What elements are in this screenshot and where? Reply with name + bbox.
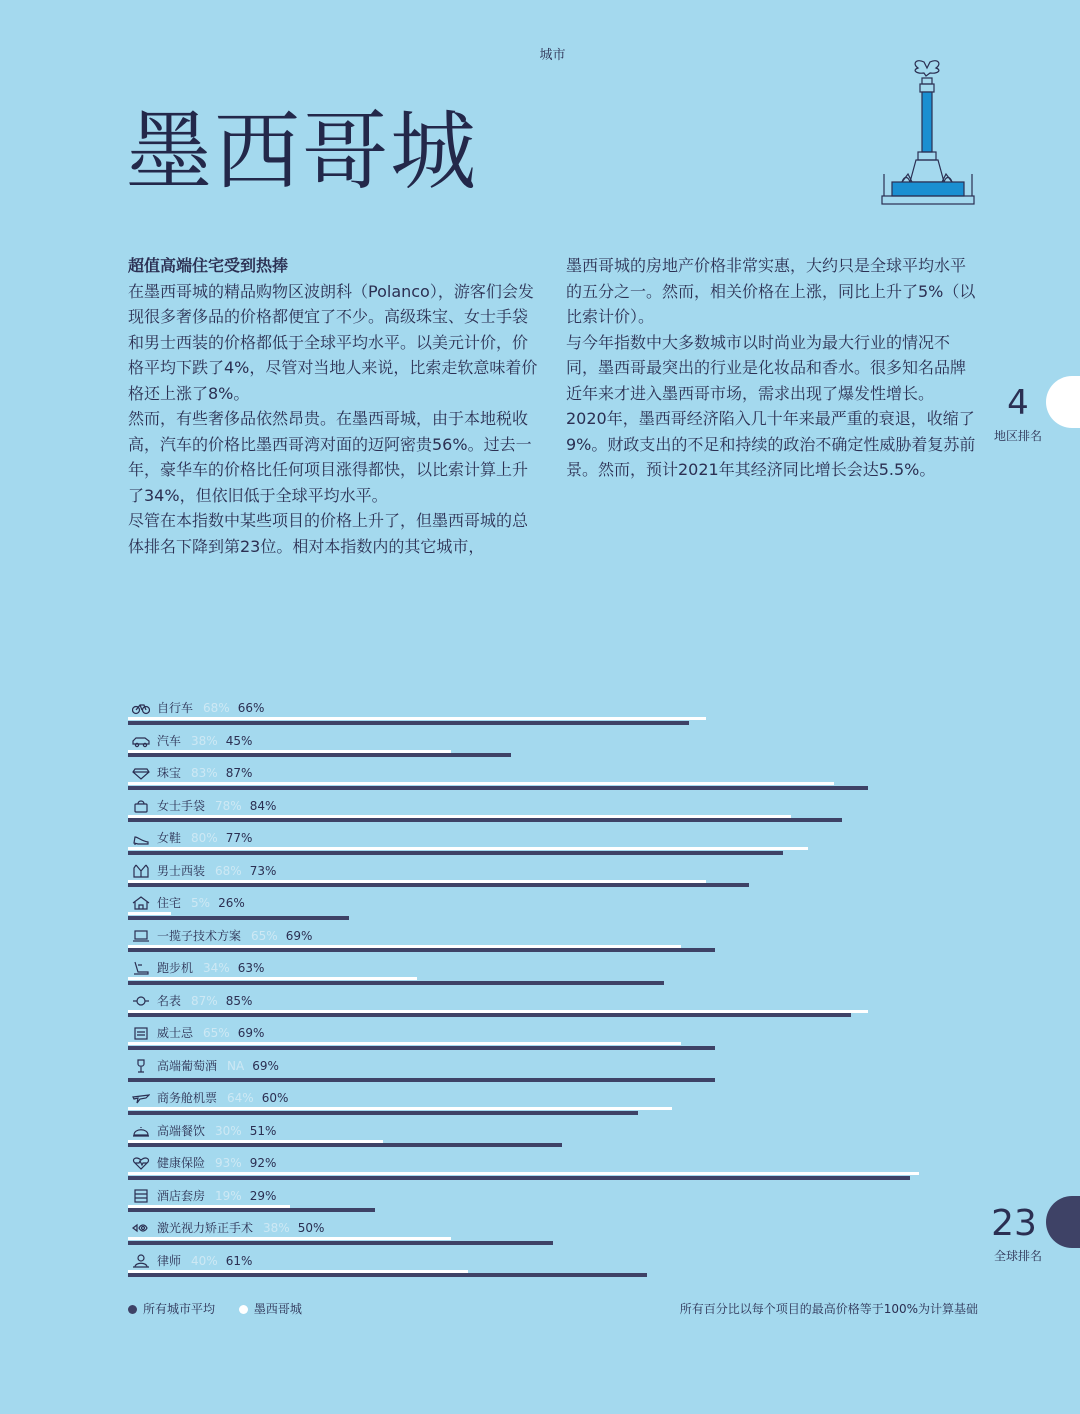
average-bar bbox=[128, 1013, 851, 1017]
average-bar bbox=[128, 851, 783, 855]
category-name: 高端葡萄酒 bbox=[157, 1058, 218, 1073]
average-value-label: 51% bbox=[249, 1123, 277, 1138]
chart-category-label bbox=[157, 1024, 264, 1041]
chart-row bbox=[128, 925, 988, 958]
handbag-icon bbox=[132, 799, 150, 813]
chart-row bbox=[128, 1055, 988, 1088]
hotel-bed-icon bbox=[132, 1189, 150, 1203]
average-bar bbox=[128, 753, 511, 757]
section-label: 城市 bbox=[539, 48, 566, 63]
chart-row bbox=[128, 1217, 988, 1250]
city-value-label: 38% bbox=[263, 1221, 290, 1235]
chart-category-label bbox=[157, 1089, 288, 1106]
average-bar bbox=[128, 916, 349, 920]
average-bar bbox=[128, 1208, 375, 1212]
average-value-label: 50% bbox=[297, 1221, 325, 1235]
laptop-icon bbox=[132, 929, 150, 943]
article-paragraph: 2020年，墨西哥经济陷入几十年来最严重的衰退，收缩了9%。财政支出的不足和持续的政治不确定性威胁着复苏前景。然而，预计2021年其经济同比增长会达5.5%。 bbox=[566, 409, 976, 479]
wine-glass-icon bbox=[132, 1059, 150, 1073]
chart-row bbox=[128, 990, 988, 1023]
high-heel-icon bbox=[132, 831, 150, 845]
average-value-label: 61% bbox=[225, 1253, 253, 1268]
article-paragraph: 与今年指数中大多数城市以时尚业为最大行业的情况不同，墨西哥最突出的行业是化妆品和香水。很多知名品牌近年来才进入墨西哥市场，需求出现了爆发性增长。 bbox=[566, 332, 967, 403]
chart-legend bbox=[128, 1300, 322, 1317]
legend-label-average: 所有城市平均 bbox=[143, 1302, 216, 1316]
page-title: 墨西哥城 bbox=[126, 102, 478, 202]
chart-category-label bbox=[157, 699, 264, 716]
regional-rank-tab bbox=[1046, 376, 1080, 428]
chart-category-label bbox=[157, 829, 252, 846]
chart-row bbox=[128, 762, 988, 795]
average-bar bbox=[128, 1046, 715, 1050]
city-value-label: 40% bbox=[191, 1253, 218, 1268]
average-bar bbox=[128, 981, 664, 985]
chart-category-label bbox=[157, 862, 276, 879]
city-value-label: 93% bbox=[215, 1156, 242, 1170]
average-bar bbox=[128, 786, 868, 790]
diamond-icon bbox=[132, 766, 150, 780]
average-bar bbox=[128, 948, 715, 952]
category-name: 跑步机 bbox=[157, 961, 194, 975]
lawyer-icon bbox=[132, 1254, 150, 1268]
global-rank-label: 全球排名 bbox=[993, 1249, 1042, 1263]
average-bar bbox=[128, 883, 749, 887]
category-name: 酒店套房 bbox=[157, 1188, 206, 1203]
average-value-label: 29% bbox=[249, 1188, 277, 1203]
average-bar bbox=[128, 818, 842, 822]
city-value-label: 38% bbox=[191, 733, 218, 748]
angel-of-independence-monument-icon bbox=[872, 56, 984, 212]
chart-category-label bbox=[157, 1122, 276, 1139]
chart-category-label bbox=[157, 797, 276, 814]
legend-label-city: 墨西哥城 bbox=[253, 1302, 302, 1316]
average-value-label: 69% bbox=[252, 1058, 279, 1073]
health-heart-icon bbox=[132, 1156, 150, 1170]
bicycle-icon bbox=[132, 701, 150, 715]
average-value-label: 77% bbox=[225, 831, 253, 845]
legend-dot-average bbox=[128, 1305, 137, 1314]
chart-category-label bbox=[157, 764, 252, 781]
dining-cloche-icon bbox=[132, 1124, 150, 1138]
average-value-label: 87% bbox=[225, 766, 253, 780]
category-name: 珠宝 bbox=[157, 766, 182, 780]
city-value-label: 78% bbox=[215, 798, 242, 813]
chart-footnote: 所有百分比以每个项目的最高价格等于100%为计算基础 bbox=[679, 1302, 978, 1316]
airplane-icon bbox=[132, 1091, 150, 1105]
chart-category-label bbox=[157, 927, 312, 944]
chart-category-label bbox=[157, 1252, 252, 1269]
car-icon bbox=[132, 734, 150, 748]
category-name: 汽车 bbox=[157, 733, 182, 748]
chart-category-label bbox=[157, 1219, 324, 1236]
city-value-label: 68% bbox=[215, 863, 242, 878]
article-right-column bbox=[566, 253, 980, 483]
article-heading: 超值高端住宅受到热捧 bbox=[128, 256, 289, 275]
city-value-label: 80% bbox=[191, 831, 218, 845]
city-value-label: NA bbox=[227, 1058, 245, 1073]
average-bar bbox=[128, 1241, 553, 1245]
chart-category-label bbox=[157, 1187, 276, 1204]
average-value-label: 45% bbox=[225, 733, 253, 748]
global-rank-tab bbox=[1046, 1196, 1080, 1248]
chart-category-label bbox=[157, 732, 252, 749]
chart-row bbox=[128, 1185, 988, 1218]
chart-row bbox=[128, 1087, 988, 1120]
house-icon bbox=[132, 896, 150, 910]
article-paragraph: 墨西哥城的房地产价格非常实惠，大约只是全球平均水平的五分之一。然而，相关价格在上涨，同比上升了5%（以比索计价）。 bbox=[566, 256, 976, 326]
category-name: 自行车 bbox=[157, 701, 194, 715]
chart-row bbox=[128, 1250, 988, 1283]
category-name: 威士忌 bbox=[157, 1026, 194, 1040]
average-value-label: 73% bbox=[249, 863, 277, 878]
city-value-label: 5% bbox=[191, 896, 211, 910]
city-value-label: 87% bbox=[191, 993, 218, 1008]
category-name: 律师 bbox=[157, 1253, 182, 1268]
chart-category-label bbox=[157, 894, 245, 911]
category-name: 住宅 bbox=[157, 896, 182, 910]
chart-category-label bbox=[157, 1057, 279, 1074]
chart-category-label bbox=[157, 959, 264, 976]
chart-row bbox=[128, 1152, 988, 1185]
city-value-label: 64% bbox=[227, 1091, 254, 1105]
chart-category-label bbox=[157, 1154, 276, 1171]
chart-row bbox=[128, 1120, 988, 1153]
legend-item-average bbox=[128, 1300, 215, 1317]
article-left-column bbox=[128, 253, 542, 559]
article-paragraph: 然而，有些奢侈品依然昂贵。在墨西哥城，由于本地税收高，汽车的价格比墨西哥湾对面的迈阿密贵56%。过去一年，豪华车的价格比任何项目涨得都快，以比索计算上升了34%，但依旧低于全球平均水平。 bbox=[128, 409, 532, 505]
city-value-label: 65% bbox=[251, 928, 278, 943]
chart-row bbox=[128, 730, 988, 763]
category-name: 激光视力矫正手术 bbox=[157, 1221, 254, 1235]
average-bar bbox=[128, 1078, 715, 1082]
category-name: 高端餐饮 bbox=[157, 1123, 206, 1138]
average-value-label: 60% bbox=[261, 1091, 289, 1105]
city-value-label: 65% bbox=[203, 1026, 230, 1040]
average-bar bbox=[128, 1111, 638, 1115]
category-name: 男士西装 bbox=[157, 863, 206, 878]
price-comparison-bar-chart bbox=[128, 697, 988, 1282]
chart-row bbox=[128, 795, 988, 828]
chart-row bbox=[128, 1022, 988, 1055]
city-value-label: 68% bbox=[203, 701, 230, 715]
average-value-label: 92% bbox=[249, 1156, 277, 1170]
city-value-label: 30% bbox=[215, 1123, 242, 1138]
city-value-label: 19% bbox=[215, 1188, 242, 1203]
average-value-label: 85% bbox=[225, 993, 253, 1008]
chart-row bbox=[128, 827, 988, 860]
category-name: 一揽子技术方案 bbox=[157, 928, 242, 943]
chart-row bbox=[128, 697, 988, 730]
average-bar bbox=[128, 721, 689, 725]
city-value-label: 34% bbox=[203, 961, 230, 975]
category-name: 商务舱机票 bbox=[157, 1091, 218, 1105]
treadmill-icon bbox=[132, 961, 150, 975]
average-bar bbox=[128, 1143, 562, 1147]
chart-row bbox=[128, 957, 988, 990]
laser-eye-icon bbox=[132, 1221, 150, 1235]
category-name: 女士手袋 bbox=[157, 798, 206, 813]
average-bar bbox=[128, 1176, 910, 1180]
average-value-label: 63% bbox=[237, 961, 265, 975]
suit-icon bbox=[132, 864, 150, 878]
average-value-label: 69% bbox=[285, 928, 313, 943]
article-paragraph: 尽管在本指数中某些项目的价格上升了，但墨西哥城的总体排名下降到第23位。相对本指数内的其它城市， bbox=[128, 511, 529, 556]
average-value-label: 84% bbox=[249, 798, 277, 813]
global-rank-number: 23 bbox=[991, 1203, 1037, 1244]
regional-rank-number: 4 bbox=[1007, 383, 1029, 423]
chart-row bbox=[128, 860, 988, 893]
average-bar bbox=[128, 1273, 647, 1277]
regional-rank-label: 地区排名 bbox=[993, 429, 1042, 443]
category-name: 名表 bbox=[157, 993, 182, 1008]
average-value-label: 69% bbox=[237, 1026, 265, 1040]
chart-category-label bbox=[157, 992, 252, 1009]
article-paragraph: 在墨西哥城的精品购物区波朗科（Polanco），游客们会发现很多奢侈品的价格都便宜了不少。高级珠宝、女士手袋和男士西装的价格都低于全球平均水平。以美元计价，价格平均下跌了4%，尽管对当地人来说，比索走软意味着价格还上涨了8%。 bbox=[128, 281, 538, 403]
average-value-label: 26% bbox=[218, 896, 245, 910]
legend-dot-city bbox=[239, 1305, 248, 1314]
whisky-icon bbox=[132, 1026, 150, 1040]
category-name: 健康保险 bbox=[157, 1156, 206, 1170]
average-value-label: 66% bbox=[237, 701, 265, 715]
chart-row bbox=[128, 892, 988, 925]
category-name: 女鞋 bbox=[157, 831, 182, 845]
city-value-label: 83% bbox=[191, 766, 218, 780]
legend-item-city bbox=[239, 1300, 302, 1317]
watch-icon bbox=[132, 994, 150, 1008]
